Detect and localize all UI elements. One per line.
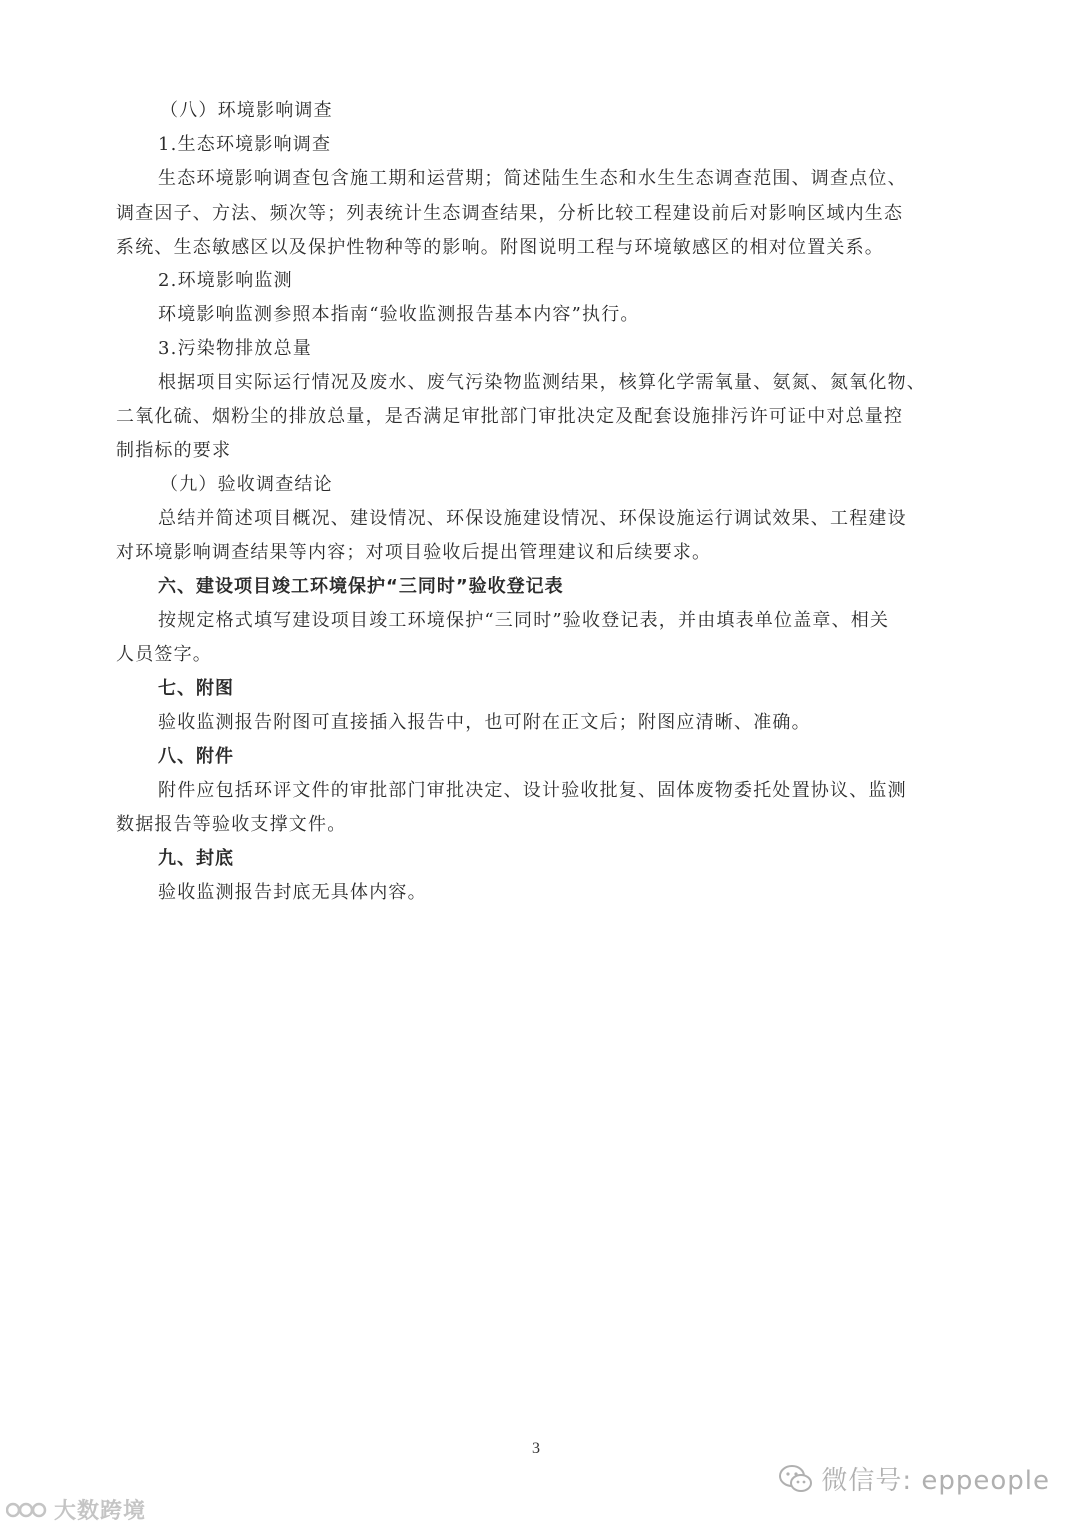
paragraph-line: 根据项目实际运行情况及废水、废气污染物监测结果，核算化学需氧量、氨氮、氮氧化物、 xyxy=(158,372,926,393)
paragraph-line: 调查因子、方法、频次等；列表统计生态调查结果，分析比较工程建设前后对影响区域内生态 xyxy=(116,203,904,224)
paragraph-line: 人员签字。 xyxy=(116,644,212,665)
section-heading-8: （八）环境影响调查 xyxy=(160,100,333,121)
wechat-icon xyxy=(779,1464,813,1494)
section-heading-9: （九）验收调查结论 xyxy=(160,474,333,495)
paragraph-line: 验收监测报告附图可直接插入报告中，也可附在正文后；附图应清晰、准确。 xyxy=(158,712,811,733)
paragraph-line: 生态环境影响调查包含施工期和运营期；简述陆生生态和水生生态调查范围、调查点位、 xyxy=(158,168,907,189)
paragraph-line: 二氧化硫、烟粉尘的排放总量，是否满足审批部门审批决定及配套设施排污许可证中对总量控 xyxy=(116,406,904,427)
chapter-heading-6: 六、建设项目竣工环境保护“三同时”验收登记表 xyxy=(158,576,564,597)
paragraph-line: 按规定格式填写建设项目竣工环境保护“三同时”验收登记表，并由填表单位盖章、相关 xyxy=(158,610,890,631)
brand-name-text: 大数跨境 xyxy=(54,1499,147,1524)
chapter-heading-7: 七、附图 xyxy=(158,678,234,699)
subheading-emissions: 3.污染物排放总量 xyxy=(158,338,312,359)
chapter-heading-8: 八、附件 xyxy=(158,746,234,767)
paragraph-line: 系统、生态敏感区以及保护性物种等的影响。附图说明工程与环境敏感区的相对位置关系。 xyxy=(116,237,884,258)
wechat-id-text: 微信号: eppeople xyxy=(821,1466,1050,1496)
paragraph-line: 环境影响监测参照本指南“验收监测报告基本内容”执行。 xyxy=(158,304,640,325)
paragraph-line: 对环境影响调查结果等内容；对项目验收后提出管理建议和后续要求。 xyxy=(116,542,712,563)
paragraph-line: 数据报告等验收支撑文件。 xyxy=(116,814,347,835)
brand-logo-icon xyxy=(6,1499,48,1521)
paragraph-line: 制指标的要求 xyxy=(116,440,232,461)
wechat-watermark xyxy=(779,1460,1050,1497)
brand-watermark xyxy=(6,1494,146,1525)
chapter-heading-9: 九、封底 xyxy=(158,848,234,869)
paragraph-line: 验收监测报告封底无具体内容。 xyxy=(158,882,427,903)
page-number: 3 xyxy=(532,1440,540,1457)
paragraph-line: 附件应包括环评文件的审批部门审批决定、设计验收批复、固体废物委托处置协议、监测 xyxy=(158,780,907,801)
subheading-ecology-survey: 1.生态环境影响调查 xyxy=(158,134,332,155)
paragraph-line: 总结并简述项目概况、建设情况、环保设施建设情况、环保设施运行调试效果、工程建设 xyxy=(158,508,907,529)
subheading-monitoring: 2.环境影响监测 xyxy=(158,270,293,291)
